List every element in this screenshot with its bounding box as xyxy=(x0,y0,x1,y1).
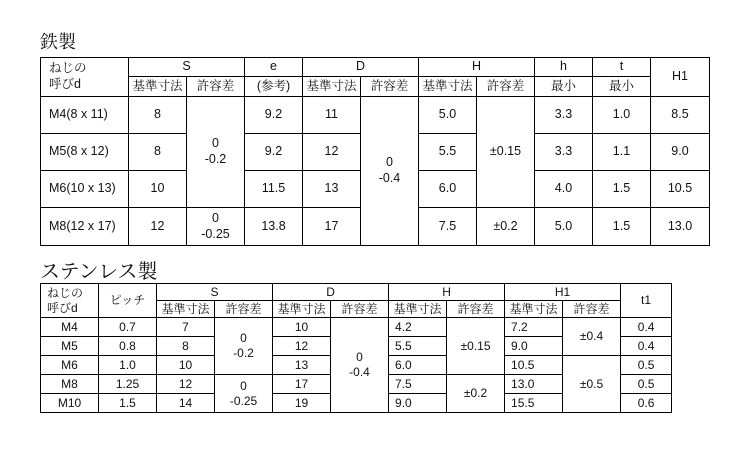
cell-S: 10 xyxy=(129,171,187,208)
cell-S: 10 xyxy=(157,356,215,375)
cell-H: 6.0 xyxy=(419,171,477,208)
cell-H: 7.5 xyxy=(419,208,477,246)
cell-D: 13 xyxy=(303,171,361,208)
cell-H: 5.5 xyxy=(389,337,447,356)
cell-t1: 0.6 xyxy=(621,394,672,413)
cell-H1: 8.5 xyxy=(651,97,710,134)
cell-d: M6 xyxy=(41,356,99,375)
sub-S-tol: 許容差 xyxy=(215,301,273,318)
header-D: D xyxy=(273,284,389,301)
cell-S-tol: 0 -0.2 xyxy=(187,97,245,208)
cell-H1: 9.0 xyxy=(651,134,710,171)
cell-t: 1.1 xyxy=(593,134,651,171)
cell-H: 7.5 xyxy=(389,375,447,394)
table-row xyxy=(41,318,672,337)
cell-D: 17 xyxy=(273,375,331,394)
cell-S: 8 xyxy=(157,337,215,356)
cell-t1: 0.5 xyxy=(621,375,672,394)
cell-d: M5(8 x 12) xyxy=(41,134,129,171)
sub-S-tol: 許容差 xyxy=(187,77,245,97)
header-row xyxy=(41,284,672,301)
cell-h: 5.0 xyxy=(535,208,593,246)
cell-S: 7 xyxy=(157,318,215,337)
sub-H-tol: 許容差 xyxy=(447,301,505,318)
cell-H-tol: ±0.15 xyxy=(447,318,505,375)
iron-table-title: 鉄製 xyxy=(40,32,76,53)
cell-H1: 13.0 xyxy=(651,208,710,246)
cell-d: M8(12 x 17) xyxy=(41,208,129,246)
header-S: S xyxy=(129,58,245,77)
cell-S-tol: 0 -0.25 xyxy=(215,375,273,413)
stainless-spec-table xyxy=(40,283,672,413)
cell-pitch: 1.0 xyxy=(99,356,157,375)
cell-e: 9.2 xyxy=(245,134,303,171)
cell-D-tol: 0 -0.4 xyxy=(331,318,389,413)
cell-h: 3.3 xyxy=(535,134,593,171)
cell-H: 5.5 xyxy=(419,134,477,171)
sub-H-tol: 許容差 xyxy=(477,77,535,97)
cell-D: 10 xyxy=(273,318,331,337)
cell-H-tol: ±0.2 xyxy=(477,208,535,246)
sub-H-std: 基準寸法 xyxy=(419,77,477,97)
header-H1: H1 xyxy=(505,284,621,301)
sub-e-ref: (参考) xyxy=(245,77,303,97)
sub-H1-std: 基準寸法 xyxy=(505,301,563,318)
sub-D-tol: 許容差 xyxy=(331,301,389,318)
header-pitch: ピッチ xyxy=(99,284,157,318)
sub-t-min: 最小 xyxy=(593,77,651,97)
cell-t: 1.5 xyxy=(593,171,651,208)
sub-H-std: 基準寸法 xyxy=(389,301,447,318)
sub-S-std: 基準寸法 xyxy=(157,301,215,318)
cell-pitch: 1.25 xyxy=(99,375,157,394)
subheader-row xyxy=(41,77,710,97)
cell-H1: 10.5 xyxy=(651,171,710,208)
cell-S: 12 xyxy=(129,208,187,246)
cell-d: M10 xyxy=(41,394,99,413)
cell-S: 8 xyxy=(129,134,187,171)
header-t: t xyxy=(593,58,651,77)
cell-t: 1.0 xyxy=(593,97,651,134)
cell-e: 13.8 xyxy=(245,208,303,246)
table-row xyxy=(41,97,710,134)
cell-pitch: 0.7 xyxy=(99,318,157,337)
cell-d: M8 xyxy=(41,375,99,394)
sub-D-tol: 許容差 xyxy=(361,77,419,97)
cell-H-tol: ±0.2 xyxy=(447,375,505,413)
cell-h: 4.0 xyxy=(535,171,593,208)
header-nominal-d: ねじの 呼びd xyxy=(41,58,129,97)
cell-d: M6(10 x 13) xyxy=(41,171,129,208)
header-nominal-d: ねじの 呼びd xyxy=(41,284,99,318)
iron-spec-table xyxy=(40,57,710,246)
header-e: e xyxy=(245,58,303,77)
header-H1: H1 xyxy=(651,58,710,97)
cell-t: 1.5 xyxy=(593,208,651,246)
cell-S: 8 xyxy=(129,97,187,134)
cell-D: 12 xyxy=(303,134,361,171)
cell-pitch: 0.8 xyxy=(99,337,157,356)
cell-H: 5.0 xyxy=(419,97,477,134)
header-row xyxy=(41,58,710,77)
cell-H: 4.2 xyxy=(389,318,447,337)
sub-D-std: 基準寸法 xyxy=(303,77,361,97)
header-H: H xyxy=(419,58,535,77)
cell-e: 9.2 xyxy=(245,97,303,134)
cell-D: 17 xyxy=(303,208,361,246)
cell-d: M4 xyxy=(41,318,99,337)
header-h: h xyxy=(535,58,593,77)
cell-d: M5 xyxy=(41,337,99,356)
stainless-table-title: ステンレス製 xyxy=(40,259,158,283)
cell-S-tol: 0 -0.25 xyxy=(187,208,245,246)
cell-H1: 13.0 xyxy=(505,375,563,394)
cell-H1-tol: ±0.4 xyxy=(563,318,621,356)
sub-h-min: 最小 xyxy=(535,77,593,97)
sub-D-std: 基準寸法 xyxy=(273,301,331,318)
cell-t1: 0.4 xyxy=(621,337,672,356)
cell-t1: 0.4 xyxy=(621,318,672,337)
cell-t1: 0.5 xyxy=(621,356,672,375)
header-D: D xyxy=(303,58,419,77)
cell-H1: 15.5 xyxy=(505,394,563,413)
cell-D: 19 xyxy=(273,394,331,413)
cell-H-tol: ±0.15 xyxy=(477,97,535,208)
cell-S: 12 xyxy=(157,375,215,394)
cell-H1: 10.5 xyxy=(505,356,563,375)
cell-D: 12 xyxy=(273,337,331,356)
cell-S: 14 xyxy=(157,394,215,413)
cell-e: 11.5 xyxy=(245,171,303,208)
sub-S-std: 基準寸法 xyxy=(129,77,187,97)
cell-H: 6.0 xyxy=(389,356,447,375)
header-H: H xyxy=(389,284,505,301)
cell-H1-tol: ±0.5 xyxy=(563,356,621,413)
cell-D: 11 xyxy=(303,97,361,134)
cell-S-tol: 0 -0.2 xyxy=(215,318,273,375)
cell-pitch: 1.5 xyxy=(99,394,157,413)
header-S: S xyxy=(157,284,273,301)
cell-D-tol: 0 -0.4 xyxy=(361,97,419,246)
cell-H: 9.0 xyxy=(389,394,447,413)
cell-H1: 7.2 xyxy=(505,318,563,337)
header-t1: t1 xyxy=(621,284,672,318)
cell-D: 13 xyxy=(273,356,331,375)
cell-d: M4(8 x 11) xyxy=(41,97,129,134)
sub-H1-tol: 許容差 xyxy=(563,301,621,318)
cell-H1: 9.0 xyxy=(505,337,563,356)
cell-h: 3.3 xyxy=(535,97,593,134)
